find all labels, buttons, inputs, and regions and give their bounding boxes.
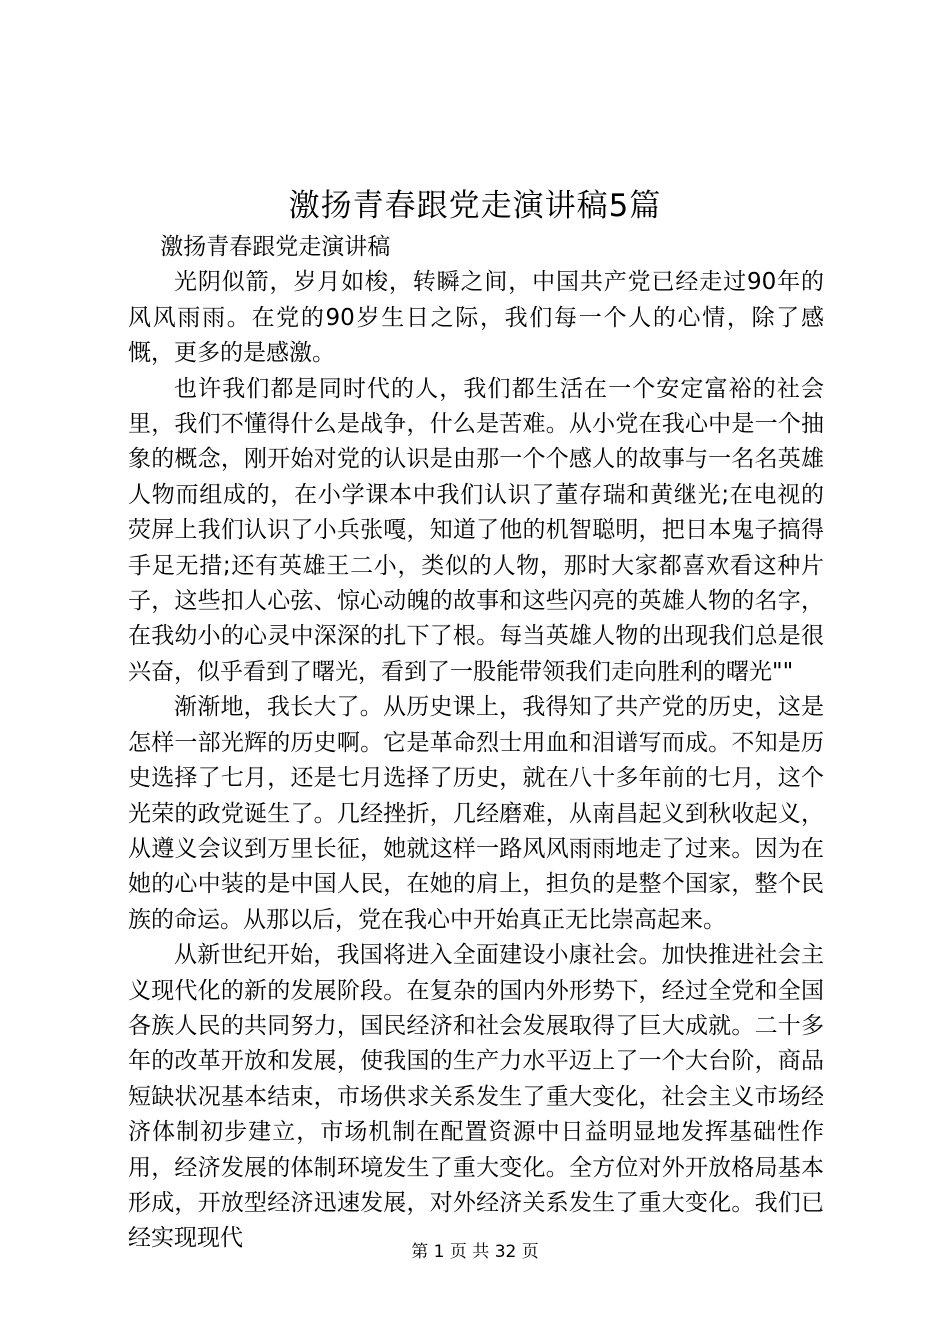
paragraph-3: 渐渐地，我长大了。从历史课上，我得知了共产党的历史，这是怎样一部光辉的历史啊。它是革命烈士用血和泪谱写而成。不知是历史选择了七月，还是七月选择了历史，就在八十多年前的七月，这个光荣的政党诞生了。几经挫折，几经磨难，从南昌起义到秋收起义，从遵义会议到万里长征，她就这样一路风风雨雨地走了过来。因为在她的心中装的是中国人民，在她的肩上，担负的是整个国家，整个民族的命运。从那以后，党在我心中开始真正无比崇高起来。 (128, 694, 824, 933)
paragraph-2: 也许我们都是同时代的人，我们都生活在一个安定富裕的社会里，我们不懂得什么是战争，什么是苦难。从小党在我心中是一个抽象的概念，刚开始对党的认识是由那一个个感人的故事与一名名英雄人物而组成的，在小学课本中我们认识了董存瑞和黄继光;在电视的荧屏上我们认识了小兵张嘎，知道了他的机智聪明，把日本鬼子搞得手足无措;还有英雄王二小，类似的人物，那时大家都喜欢看这种片子，这些扣人心弦、惊心动魄的故事和这些闪亮的英雄人物的名字，在我幼小的心灵中深深的扎下了根。每当英雄人物的出现我们总是很兴奋，似乎看到了曙光，看到了一股能带领我们走向胜利的曙光"" (128, 375, 824, 685)
document-subtitle: 激扬青春跟党走演讲稿 (160, 234, 391, 260)
document-title: 激扬青春跟党走演讲稿5篇 (288, 188, 662, 224)
paragraph-4: 从新世纪开始，我国将进入全面建设小康社会。加快推进社会主义现代化的新的发展阶段。在复杂的国内外形势下，经过全党和全国各族人民的共同努力，国民经济和社会发展取得了巨大成就。二十多年的改革开放和发展，使我国的生产力水平迈上了一个大台阶，商品短缺状况基本结束，市场供求关系发生了重大变化，社会主义市场经济体制初步建立，市场机制在配置资源中日益明显地发挥基础性作用，经济发展的体制环境发生了重大变化。全方位对外开放格局基本形成，开放型经济迅速发展，对外经济关系发生了重大变化。我们已经实现现代 (128, 942, 824, 1252)
paragraph-1: 光阴似箭，岁月如梭，转瞬之间，中国共产党已经走过90年的风风雨雨。在党的90岁生日之际，我们每一个人的心情，除了感慨，更多的是感激。 (128, 269, 824, 367)
page-footer: 第 1 页 共 32 页 (411, 1242, 539, 1262)
document-body (128, 230, 824, 1257)
